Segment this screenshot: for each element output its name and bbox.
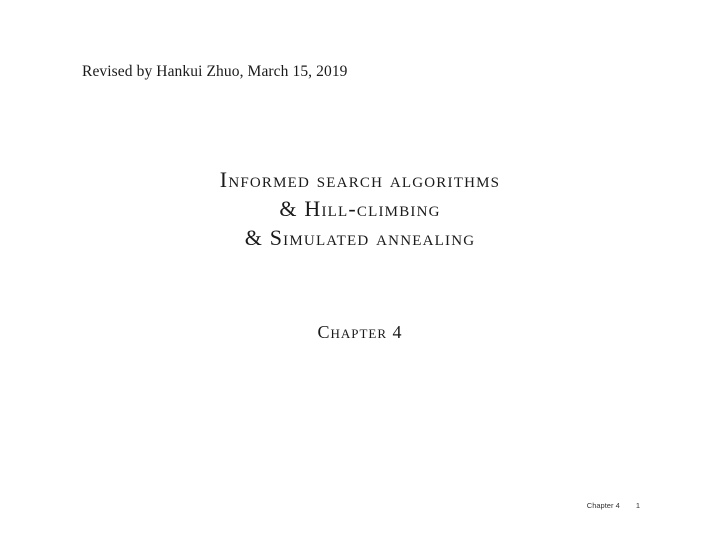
revision-note: Revised by Hankui Zhuo, March 15, 2019 [82, 63, 348, 80]
footer-chapter: Chapter 4 [586, 501, 620, 510]
slide-title [0, 165, 720, 252]
slide-footer [587, 501, 640, 510]
title-line-1: Informed search algorithms [219, 167, 501, 192]
chapter-label: Chapter 4 [317, 322, 403, 342]
title-line-2: & Hill-climbing [279, 196, 441, 221]
title-line-3: & Simulated annealing [244, 225, 476, 250]
page-number: 1 [635, 501, 640, 510]
